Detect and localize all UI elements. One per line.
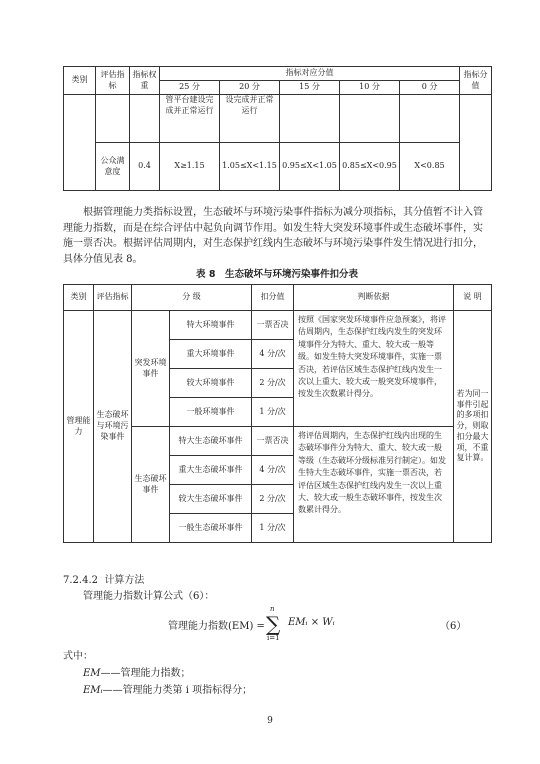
t7-level: 20 分: [220, 81, 280, 95]
t8-header-indicator: 评估指标: [94, 285, 132, 311]
t8-basis: 按照《国家突发环境事件应急预案》，将评估周期内，生态保护红线内发生的突发环境事件分为特大、重大、较大或一般等级。如发生特大突发环境事件，实施一票否决，若评估区域生态保护红线内发生一次以上重大、较大或一般突发环境事件，按发生次数累计得分。: [294, 311, 454, 427]
definition-text: ——管理能力指数；: [100, 668, 191, 679]
t7-weight: 0.4: [130, 143, 160, 191]
t7-level: 25 分: [160, 81, 220, 95]
t8-basis: 将评估周期内，生态保护红线内出现的生态破坏事件分为特大、重大、较大或一般等级（生态破坏分级标准另行制定）。如发生特大生态破坏事件，实施一票否决，若评估区域生态保护红线内发生一次以上重大、较大或一般生态破坏事件，按发生次数累计得分。: [294, 427, 454, 543]
definition-line: [83, 664, 191, 679]
t8-deduction: 一票否决: [252, 427, 294, 456]
t7-cell: X≥1.15: [160, 143, 220, 191]
t7-cell: [340, 95, 400, 143]
t7-score-cell: [460, 95, 492, 191]
definition-symbol: EMᵢ: [83, 685, 103, 696]
t8-level: 较大环境事件: [170, 369, 252, 398]
t7-indicator-cell: [96, 95, 130, 143]
t8-note: 若为同一事件引起的多项扣分，则取扣分最大项，不重复计算。: [454, 311, 492, 543]
t7-cell: 设完成并正常运行: [220, 95, 280, 143]
t7-level: 10 分: [340, 81, 400, 95]
table-8: [63, 284, 492, 543]
t8-deduction: 4 分/次: [252, 340, 294, 369]
t8-header-note: 说 明: [454, 285, 492, 311]
t8-deduction: 2 分/次: [252, 369, 294, 398]
t8-level: 一般环境事件: [170, 398, 252, 427]
definition-symbol: EM: [83, 668, 101, 679]
where-label: 式中：: [63, 651, 93, 662]
formula-number: （6）: [440, 621, 467, 632]
t8-header-grade: 分 级: [132, 285, 252, 311]
t7-cell: [400, 95, 460, 143]
t7-indicator: 公众满意度: [96, 143, 130, 191]
t7-cell: 1.05≤X<1.15: [220, 143, 280, 191]
t8-group-name: 生态破坏事件: [132, 427, 170, 543]
t7-cell: [280, 95, 340, 143]
t8-group-name: 突发环境事件: [132, 311, 170, 427]
definition-text: ——管理能力类第 i 项指标得分；: [102, 685, 253, 696]
sum-lower-limit: i=1: [267, 634, 280, 642]
t7-header-indicator: 评估指标: [96, 67, 130, 95]
t8-deduction: 4 分/次: [252, 456, 294, 485]
t7-header-score: 指标分值: [460, 67, 492, 95]
t8-level: 一般生态破坏事件: [170, 514, 252, 543]
t7-header-score-group: 指标对应分值: [160, 67, 460, 81]
t8-deduction: 1 分/次: [252, 398, 294, 427]
t7-weight-cell: [130, 95, 160, 143]
t8-indicator: 生态破坏与环境污染事件: [94, 311, 132, 543]
section-number: 7.2.4.2: [63, 575, 98, 586]
definition-line: [83, 681, 252, 696]
sum-sign-icon: ∑: [266, 612, 281, 636]
t8-header-basis: 判断依据: [294, 285, 454, 311]
t8-level: 重大环境事件: [170, 340, 252, 369]
page-number: 9: [267, 716, 273, 726]
body-paragraph: 根据管理能力类指标设置，生态破坏与环境污染事件指标为减分项指标，其分值暂不计入管理能力指数，而是在综合评估中起负向调节作用。如发生特大突发环境事件或生态破坏事件，实施一票否决。根据评估周期内，对生态保护红线内生态破坏与环境污染事件发生情况进行扣分，具体分值见表 8。: [63, 207, 483, 265]
t8-deduction: 一票否决: [252, 311, 294, 340]
t7-cell: 0.85≤X<0.95: [340, 143, 400, 191]
t8-category: 管理能力: [64, 311, 94, 543]
table-8-caption: 表 8 生态破坏与环境污染事件扣分表: [196, 269, 358, 280]
t8-level: 较大生态破坏事件: [170, 485, 252, 514]
t7-level: 15 分: [280, 81, 340, 95]
t8-header-category: 类别: [64, 285, 94, 311]
t8-level: 特大生态破坏事件: [170, 427, 252, 456]
table-7-continuation: [63, 66, 492, 191]
t7-level: 0 分: [400, 81, 460, 95]
section-title: 计算方法: [104, 575, 145, 586]
t8-deduction: 1 分/次: [252, 514, 294, 543]
section-heading: [63, 571, 144, 586]
t8-header-deduction: 扣分值: [252, 285, 294, 311]
t8-level: 重大生态破坏事件: [170, 456, 252, 485]
t8-level: 特大环境事件: [170, 311, 252, 340]
t7-cell: X<0.85: [400, 143, 460, 191]
t7-header-weight: 指标权重: [130, 67, 160, 95]
t7-cell: 0.95≤X<1.05: [280, 143, 340, 191]
formula-intro: 管理能力指数计算公式（6）：: [83, 591, 215, 602]
formula-lhs: 管理能力指数(EM) =: [168, 621, 265, 632]
t7-cell: 管平台建设完成并正常运行: [160, 95, 220, 143]
sum-upper-limit: n: [270, 605, 275, 613]
t7-category-cell: [64, 95, 96, 191]
formula-rhs: EMᵢ × Wᵢ: [288, 617, 335, 628]
t8-deduction: 2 分/次: [252, 485, 294, 514]
t7-header-category: 类别: [64, 67, 96, 95]
